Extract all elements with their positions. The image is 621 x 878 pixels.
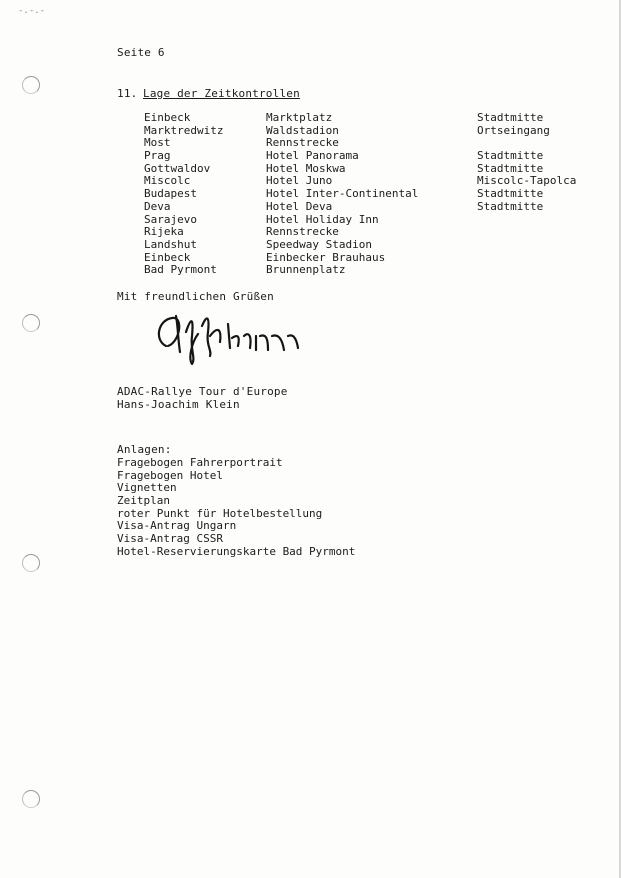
control-location: Hotel Deva xyxy=(266,199,333,213)
closing-greeting: Mit freundlichen Grüßen xyxy=(117,290,274,303)
section-title: Lage der Zeitkontrollen xyxy=(143,87,300,100)
attachment-item: Fragebogen Hotel xyxy=(117,468,223,482)
control-note xyxy=(477,264,576,277)
control-place: Budapest xyxy=(144,187,197,201)
control-note: Ortseingang xyxy=(477,123,550,137)
control-location: Einbecker Brauhaus xyxy=(266,250,386,264)
control-note xyxy=(477,226,576,239)
control-note: Stadtmitte xyxy=(477,199,544,213)
control-place: Einbeck xyxy=(144,250,191,264)
punch-hole-middle xyxy=(22,314,40,332)
attachment-item: Zeitplan xyxy=(117,494,170,508)
control-location: Marktplatz xyxy=(266,111,333,124)
places-column xyxy=(144,112,223,277)
control-place: Bad Pyrmont xyxy=(144,263,217,277)
control-location: Hotel Moskwa xyxy=(266,161,346,175)
control-location: Hotel Panorama xyxy=(266,149,359,163)
notes-column xyxy=(477,112,576,277)
control-location: Hotel Inter-Continental xyxy=(266,187,419,201)
control-note: Stadtmitte xyxy=(477,111,544,124)
corner-pencil-mark: -.-.- xyxy=(18,6,46,16)
control-place: Einbeck xyxy=(144,111,191,124)
punch-hole-lower xyxy=(22,554,40,572)
control-place: Deva xyxy=(144,199,171,213)
control-place: Marktredwitz xyxy=(144,123,224,137)
control-note: Stadtmitte xyxy=(477,187,544,201)
control-note: Miscolc-Tapolca xyxy=(477,174,577,188)
attachment-item: Hotel-Reservierungskarte Bad Pyrmont xyxy=(117,544,356,558)
control-note: Stadtmitte xyxy=(477,161,544,175)
control-note: Stadtmitte xyxy=(477,149,544,163)
control-place: Landshut xyxy=(144,237,197,251)
control-location: Hotel Holiday Inn xyxy=(266,212,379,226)
sender-organization: ADAC-Rallye Tour d'Europe xyxy=(117,385,288,398)
control-location: Speedway Stadion xyxy=(266,237,372,251)
control-place: Rijeka xyxy=(144,225,184,239)
sender-name: Hans-Joachim Klein xyxy=(117,398,240,411)
control-place: Miscolc xyxy=(144,174,191,188)
control-location: Hotel Juno xyxy=(266,174,333,188)
control-place: Most xyxy=(144,136,171,150)
control-location: Waldstadion xyxy=(266,123,339,137)
control-location: Brunnenplatz xyxy=(266,263,346,277)
page-number: Seite 6 xyxy=(117,46,165,59)
punch-hole-bottom xyxy=(22,790,40,808)
control-place: Prag xyxy=(144,149,171,163)
attachments-list xyxy=(117,457,355,559)
control-place: Sarajevo xyxy=(144,212,197,226)
attachment-item: Vignetten xyxy=(117,481,177,495)
control-location: Rennstrecke xyxy=(266,136,339,150)
control-note xyxy=(477,214,576,227)
locations-column xyxy=(266,112,418,277)
section-number: 11. xyxy=(117,87,138,100)
control-note xyxy=(477,252,576,265)
control-location: Rennstrecke xyxy=(266,225,339,239)
attachment-item: Visa-Antrag Ungarn xyxy=(117,519,237,533)
attachment-item: roter Punkt für Hotelbestellung xyxy=(117,506,323,520)
attachments-label: Anlagen: xyxy=(117,443,172,456)
attachment-item: Fragebogen Fahrerportrait xyxy=(117,456,283,469)
punch-hole-top xyxy=(22,76,40,94)
control-place: Gottwaldov xyxy=(144,161,211,175)
handwritten-signature xyxy=(152,306,312,370)
control-note xyxy=(477,239,576,252)
attachment-item: Visa-Antrag CSSR xyxy=(117,532,223,546)
